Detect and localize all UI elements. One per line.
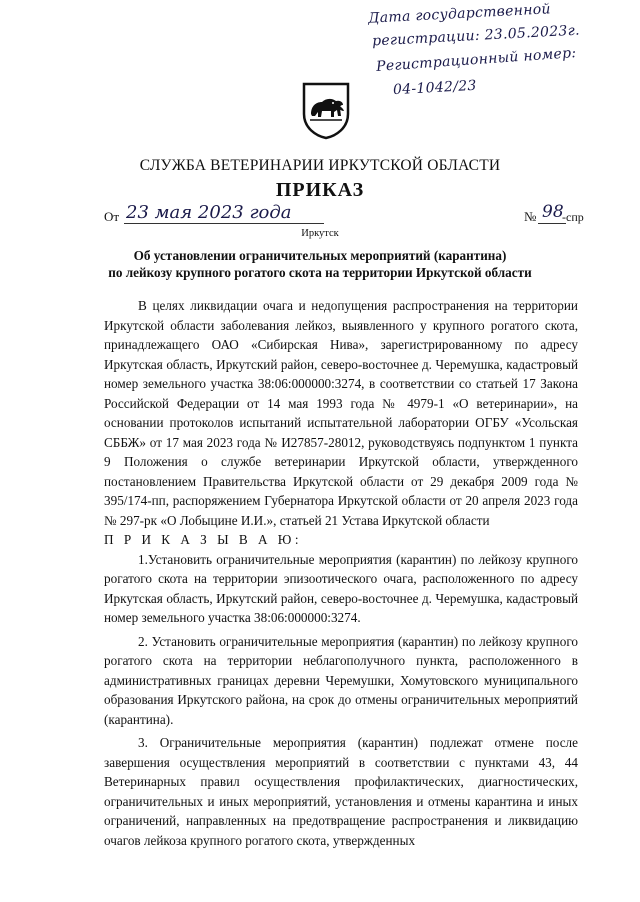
document-body — [104, 296, 578, 850]
date-underline — [124, 223, 324, 224]
number-suffix: -спр — [562, 210, 584, 224]
registration-date-value: регистрации: 23.05.2023г. — [371, 22, 581, 50]
preamble-paragraph: В целях ликвидации очага и недопущения распространения на территории Иркутской области заболевания лейкоз, выявленного у крупного рогатого скота, принадлежащего ОАО «Сибирская Нива», зарегистрированному по адресу Иркутская область, Иркутский район, северо-восточнее д. Черемушка, кадастровый номер земельного участка 38:06:000000:3274, в соответствии со статьей 17 Закона Российской Федерации от 14 мая 1993 года № 4979-1 «О ветеринарии», на основании протоколов испытаний испытательной лаборатории ОГБУ «Усольская СББЖ» от 17 мая 2023 года № И27857-28012, руководствуясь подпунктом 1 пункта 9 Положения о службе ветеринарии Иркутской области, утвержденного постановлением Правительства Иркутской области от 29 декабря 2009 года № 395/174-пп, распоряжением Губернатора Иркутской области от 20 апреля 2023 года № 297-рк «О Лобыцине И.И.», статьей 21 Устава Иркутской области — [104, 298, 578, 528]
date-prefix: От — [104, 209, 120, 224]
registration-number-value: 04-1042/23 — [392, 77, 478, 99]
date-number-row — [104, 202, 584, 230]
organization-name: СЛУЖБА ВЕТЕРИНАРИИ ИРКУТСКОЙ ОБЛАСТИ — [139, 157, 501, 174]
coat-of-arms-icon — [300, 80, 352, 140]
city-name: Иркутск — [301, 228, 339, 239]
order-word: П Р И К А З Ы В А Ю: — [104, 532, 303, 547]
document-type: ПРИКАЗ — [275, 179, 365, 201]
order-item-3: 3. Ограничительные мероприятия (карантин) подлежат отмене после завершения осуществления мероприятий в соответствии с пунктами 43, 44 Ветеринарных правил осуществления профилактических, диагностических, ограничительных и иных мероприятий, установления и отмены карантина и иных ограничений, направленных на предотвращение распространения и ликвидацию очагов лейкоза крупного рогатого скота, утвержденных — [104, 735, 578, 848]
order-item-1: 1.Установить ограничительные мероприятия (карантин) по лейкозу крупного рогатого скота на территории эпизоотического очага, расположенного по адресу Иркутская область, Иркутский район, северо-восточнее д. Черемушка, кадастровый номер земельного участка 38:06:000000:3274. — [104, 551, 578, 625]
registration-number-label: Регистрационный номер: — [375, 45, 577, 75]
order-date: 23 мая 2023 года — [126, 202, 292, 223]
registration-date-label: Дата государственной — [367, 1, 552, 27]
title-line-1: Об установлении ограничительных мероприятий (карантина) — [133, 248, 507, 263]
order-number: 98 — [542, 202, 564, 222]
number-prefix: № — [524, 209, 537, 224]
title-line-2: по лейкозу крупного рогатого скота на территории Иркутской области — [108, 265, 532, 280]
order-item-2: 2. Установить ограничительные мероприятия (карантин) по лейкозу крупного рогатого скота на территории неблагополучного пункта, расположенного в административных границах деревни Черемушки, Хомутовского муниципального образования Иркутского района, на срок до отмены ограничительных мероприятий (карантина). — [104, 633, 578, 727]
document-title — [60, 247, 580, 281]
